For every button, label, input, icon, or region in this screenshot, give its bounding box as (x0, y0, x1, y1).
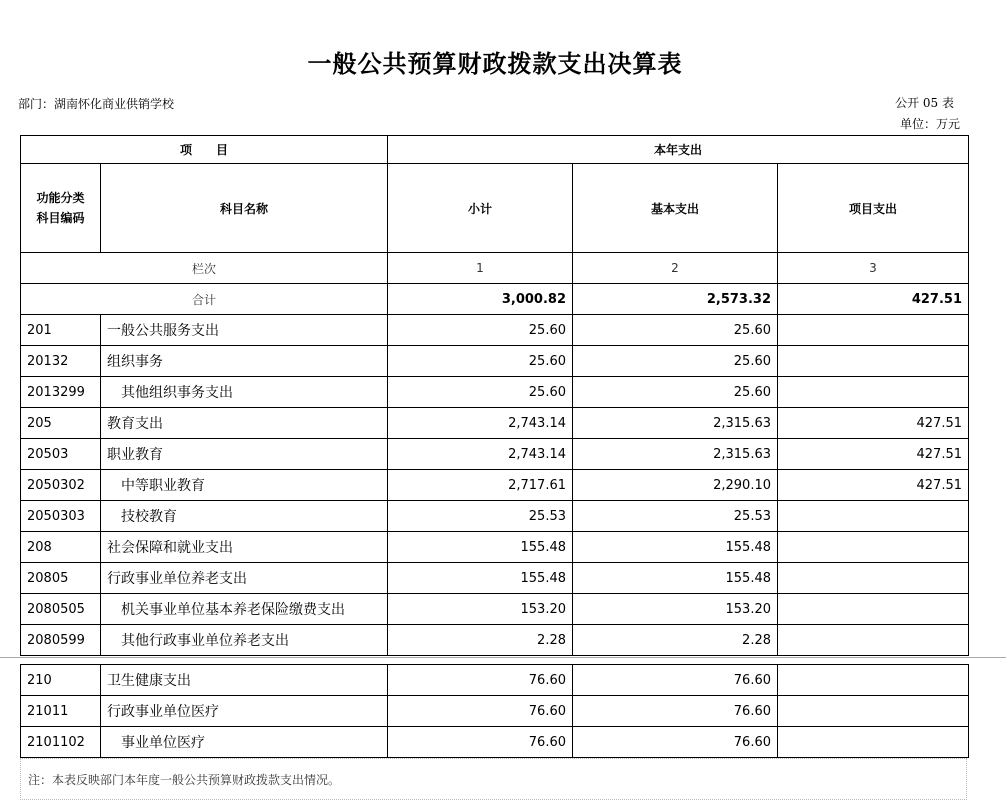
table-row (21, 315, 969, 346)
row-project (778, 625, 969, 656)
row-basic: 25.53 (573, 501, 778, 532)
row-subject-name: 卫生健康支出 (101, 665, 388, 696)
row-subject-name: 组织事务 (101, 346, 388, 377)
subtotal-header: 小计 (388, 164, 573, 253)
column-number-row (21, 253, 969, 284)
table-row (21, 563, 969, 594)
row-basic: 155.48 (573, 532, 778, 563)
row-subtotal: 155.48 (388, 532, 573, 563)
row-code: 20805 (21, 563, 101, 594)
column-1: 1 (388, 253, 573, 284)
total-subtotal: 3,000.82 (388, 284, 573, 315)
basic-header: 基本支出 (573, 164, 778, 253)
report-title: 一般公共预算财政拨款支出决算表 (307, 49, 683, 78)
table-row (21, 665, 969, 696)
row-subtotal: 153.20 (388, 594, 573, 625)
header-row-1 (21, 136, 969, 164)
row-subject-name: 行政事业单位医疗 (101, 696, 388, 727)
row-code: 20503 (21, 439, 101, 470)
row-subtotal: 2,743.14 (388, 408, 573, 439)
row-project: 427.51 (778, 439, 969, 470)
page-break-line (0, 657, 1006, 658)
total-basic: 2,573.32 (573, 284, 778, 315)
row-code: 20132 (21, 346, 101, 377)
table-row (21, 594, 969, 625)
column-3: 3 (778, 253, 969, 284)
unit-label: 单位：万元 (899, 117, 960, 131)
func-code-header (21, 164, 101, 253)
row-code: 201 (21, 315, 101, 346)
row-subtotal: 155.48 (388, 563, 573, 594)
row-subtotal: 2,743.14 (388, 439, 573, 470)
total-project: 427.51 (778, 284, 969, 315)
row-subtotal: 25.60 (388, 346, 573, 377)
row-basic: 76.60 (573, 696, 778, 727)
table-row (21, 625, 969, 656)
row-code: 21011 (21, 696, 101, 727)
row-basic: 25.60 (573, 315, 778, 346)
project-header: 项 目 (21, 136, 388, 164)
row-subject-name: 其他行政事业单位养老支出 (101, 625, 388, 656)
row-basic: 2,290.10 (573, 470, 778, 501)
row-code: 2080505 (21, 594, 101, 625)
row-subject-name: 机关事业单位基本养老保险缴费支出 (101, 594, 388, 625)
table-row (21, 346, 969, 377)
row-code: 2080599 (21, 625, 101, 656)
row-project (778, 563, 969, 594)
row-subject-name: 社会保障和就业支出 (101, 532, 388, 563)
row-basic: 2,315.63 (573, 439, 778, 470)
row-code: 2050302 (21, 470, 101, 501)
row-subject-name: 事业单位医疗 (101, 727, 388, 758)
current-year-header: 本年支出 (388, 136, 969, 164)
func-code-line1: 功能分类 (36, 191, 85, 205)
row-project (778, 315, 969, 346)
total-label: 合计 (21, 284, 388, 315)
table-note: 注：本表反映部门本年度一般公共预算财政拨款支出情况。 (20, 758, 967, 800)
row-subtotal: 76.60 (388, 727, 573, 758)
row-code: 208 (21, 532, 101, 563)
table-row (21, 439, 969, 470)
row-code: 210 (21, 665, 101, 696)
func-code-line2: 科目编码 (36, 211, 85, 225)
row-subject-name: 职业教育 (101, 439, 388, 470)
table-row (21, 696, 969, 727)
row-basic: 25.60 (573, 377, 778, 408)
row-subject-name: 中等职业教育 (101, 470, 388, 501)
row-project (778, 532, 969, 563)
row-subtotal: 25.60 (388, 377, 573, 408)
table-row (21, 532, 969, 563)
row-code: 2101102 (21, 727, 101, 758)
row-subtotal: 2,717.61 (388, 470, 573, 501)
header-row-2 (21, 164, 969, 253)
expenditure-table-continued (20, 664, 969, 758)
row-subject-name: 技校教育 (101, 501, 388, 532)
row-basic: 76.60 (573, 727, 778, 758)
row-basic: 76.60 (573, 665, 778, 696)
row-project (778, 727, 969, 758)
column-2: 2 (573, 253, 778, 284)
row-project (778, 346, 969, 377)
table-row (21, 501, 969, 532)
row-subtotal: 76.60 (388, 665, 573, 696)
row-project: 427.51 (778, 470, 969, 501)
row-subtotal: 76.60 (388, 696, 573, 727)
project-exp-header: 项目支出 (778, 164, 969, 253)
row-project (778, 594, 969, 625)
row-code: 205 (21, 408, 101, 439)
row-code: 2050303 (21, 501, 101, 532)
form-number: 公开 05 表 (895, 96, 954, 110)
row-basic: 2.28 (573, 625, 778, 656)
row-subject-name: 行政事业单位养老支出 (101, 563, 388, 594)
row-project (778, 377, 969, 408)
row-subject-name: 教育支出 (101, 408, 388, 439)
table-row (21, 727, 969, 758)
row-basic: 25.60 (573, 346, 778, 377)
row-project (778, 665, 969, 696)
row-subtotal: 2.28 (388, 625, 573, 656)
row-project (778, 696, 969, 727)
row-project: 427.51 (778, 408, 969, 439)
row-subtotal: 25.60 (388, 315, 573, 346)
department-label: 部门：湖南怀化商业供销学校 (18, 97, 175, 111)
total-row (21, 284, 969, 315)
subject-name-header: 科目名称 (101, 164, 388, 253)
row-subject-name: 其他组织事务支出 (101, 377, 388, 408)
table-row (21, 377, 969, 408)
row-basic: 155.48 (573, 563, 778, 594)
row-project (778, 501, 969, 532)
row-basic: 2,315.63 (573, 408, 778, 439)
row-subtotal: 25.53 (388, 501, 573, 532)
table-row (21, 408, 969, 439)
column-label: 栏次 (21, 253, 388, 284)
table-row (21, 470, 969, 501)
expenditure-table (20, 135, 969, 656)
row-basic: 153.20 (573, 594, 778, 625)
row-code: 2013299 (21, 377, 101, 408)
row-subject-name: 一般公共服务支出 (101, 315, 388, 346)
